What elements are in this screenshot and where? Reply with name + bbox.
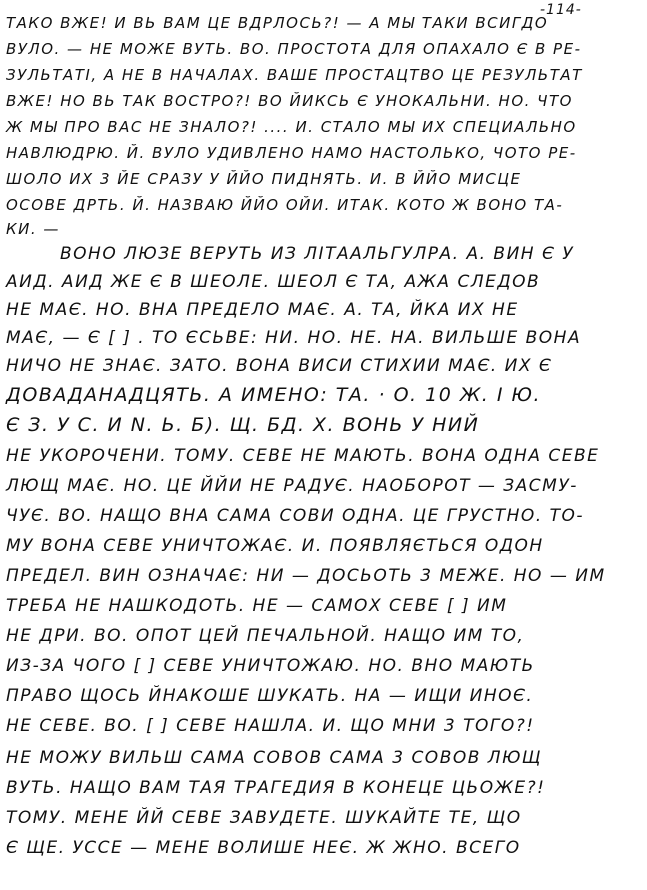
text-line: Є З. У С. И N. Ь. Б). Щ. БД. Х. ВОНЬ У НИЙ [6, 414, 480, 436]
text-line: ИЗ-ЗА ЧОГО [ ] СЕВЕ УНИЧТОЖАЮ. НО. ВНО МАЮТЬ [6, 656, 535, 676]
page-number: -114- [540, 2, 582, 18]
text-line: ТРЕБА НЕ НАШКОДОТЬ. НЕ — САМОХ СЕВЕ [ ] ИМ [6, 596, 508, 616]
text-line: Ж МЫ ПРО ВАС НЕ ЗНАЛО?! .... И. СТАЛО МЫ ИХ СПЕЦИАЛЬНО [6, 118, 577, 136]
text-line: НИЧО НЕ ЗНАЄ. ЗАТО. ВОНА ВИСИ СТИХИИ МАЄ. ИХ Є [6, 356, 553, 376]
text-line: НЕ МОЖУ ВИЛЬШ САМА СОВОВ САМА 3 СОВОВ ЛЮЩ [6, 748, 543, 768]
text-line: АИД. АИД ЖЕ Є В ШЕОЛЕ. ШЕОЛ Є ТА, АЖА СЛЕДОВ [6, 272, 541, 292]
text-line: НЕ ДРИ. ВО. ОПОТ ЦЕЙ ПЕЧАЛЬНОЙ. НАЩО ИМ ТО, [6, 626, 525, 646]
text-line: ВУЛО. — НЕ МОЖЕ ВУТЬ. ВО. ПРОСТОТА ДЛЯ ОПАХАЛО Є В РЕ- [6, 40, 582, 58]
text-line: МУ ВОНА СЕВЕ УНИЧТОЖАЄ. И. ПОЯВЛЯЄТЬСЯ ОДОН [6, 536, 544, 556]
text-line: НЕ СЕВЕ. ВО. [ ] СЕВЕ НАШЛА. И. ЩО МНИ 3 ТОГО?! [6, 716, 535, 736]
text-line: ЧУЄ. ВО. НАЩО ВНА САМА СОВИ ОДНА. ЦЕ ГРУСТНО. ТО- [6, 506, 584, 526]
text-line: ПРЕДЕЛ. ВИН ОЗНАЧАЄ: НИ — ДОСЬОТЬ 3 МЕЖЕ. НО — ИМ [6, 566, 606, 586]
text-line: КИ. — [6, 220, 60, 238]
text-line: ТАКО ВЖЕ! И ВЬ ВАМ ЦЕ ВДРЛОСЬ?! — А МЫ ТАКИ ВСИГДО [6, 14, 549, 32]
text-line: ТОМУ. МЕНЕ ЙЙ СЕВЕ ЗАВУДЕТЕ. ШУКАЙТЕ ТЕ, ЩО [6, 808, 522, 828]
text-line: НЕ МАЄ. НО. ВНА ПРЕДЕЛО МАЄ. А. ТА, ЙКА ИХ НЕ [6, 300, 519, 320]
text-line: ЗУЛЬТАТІ, А НЕ В НАЧАЛАХ. ВАШЕ ПРОСТАЦТВО ЦЕ РЕЗУЛЬТАТ [6, 66, 583, 84]
text-line: МАЄ, — Є [ ] . ТО ЄСЬВЕ: НИ. НО. НЕ. НА. ВИЛЬШЕ ВОНА [6, 328, 582, 348]
text-line: ВОНО ЛЮЗЕ ВЕРУТЬ ИЗ ЛІТААЛЬГУЛРА. А. ВИН Є У [60, 244, 575, 264]
text-line: НАВЛЮДРЮ. Й. ВУЛО УДИВЛЕНО НАМО НАСТОЛЬКО, ЧОТО РЕ- [6, 144, 577, 162]
text-line: Є ЩЕ. УССЕ — МЕНЕ ВОЛИШЕ НЕЄ. Ж ЖНО. ВСЕГО [6, 838, 521, 858]
text-line: ДОВАДАНАДЦЯТЬ. А ИМЕНО: ТА. · О. 10 Ж. І Ю. [6, 384, 542, 406]
text-line: ВЖЕ! НО ВЬ ТАК ВОСТРО?! ВО ЙИКСЬ Є УНОКАЛЬНИ. НО. ЧТО [6, 92, 573, 110]
text-line: ПРАВО ЩОСЬ ЙНАКОШЕ ШУКАТЬ. НА — ИЩИ ИНОЄ. [6, 686, 534, 706]
text-line: ОСОВЕ ДРТЬ. Й. НАЗВАЮ ЙЙО ОЙИ. ИТАК. КОТО Ж ВОНО ТА- [6, 196, 564, 214]
text-line: НЕ УКОРОЧЕНИ. ТОМУ. СЕВЕ НЕ МАЮТЬ. ВОНА ОДНА СЕВЕ [6, 446, 600, 466]
text-line: ШОЛО ИХ 3 ЙЕ СРАЗУ У ЙЙО ПИДНЯТЬ. И. В ЙЙО МИСЦЕ [6, 170, 522, 188]
text-line: ЛЮЩ МАЄ. НО. ЦЕ ЙЙИ НЕ РАДУЄ. НАОБОРОТ — ЗАСМУ- [6, 476, 578, 496]
text-line: ВУТЬ. НАЩО ВАМ ТАЯ ТРАГЕДИЯ В КОНЕЦЕ ЦЬОЖЕ?! [6, 778, 546, 798]
